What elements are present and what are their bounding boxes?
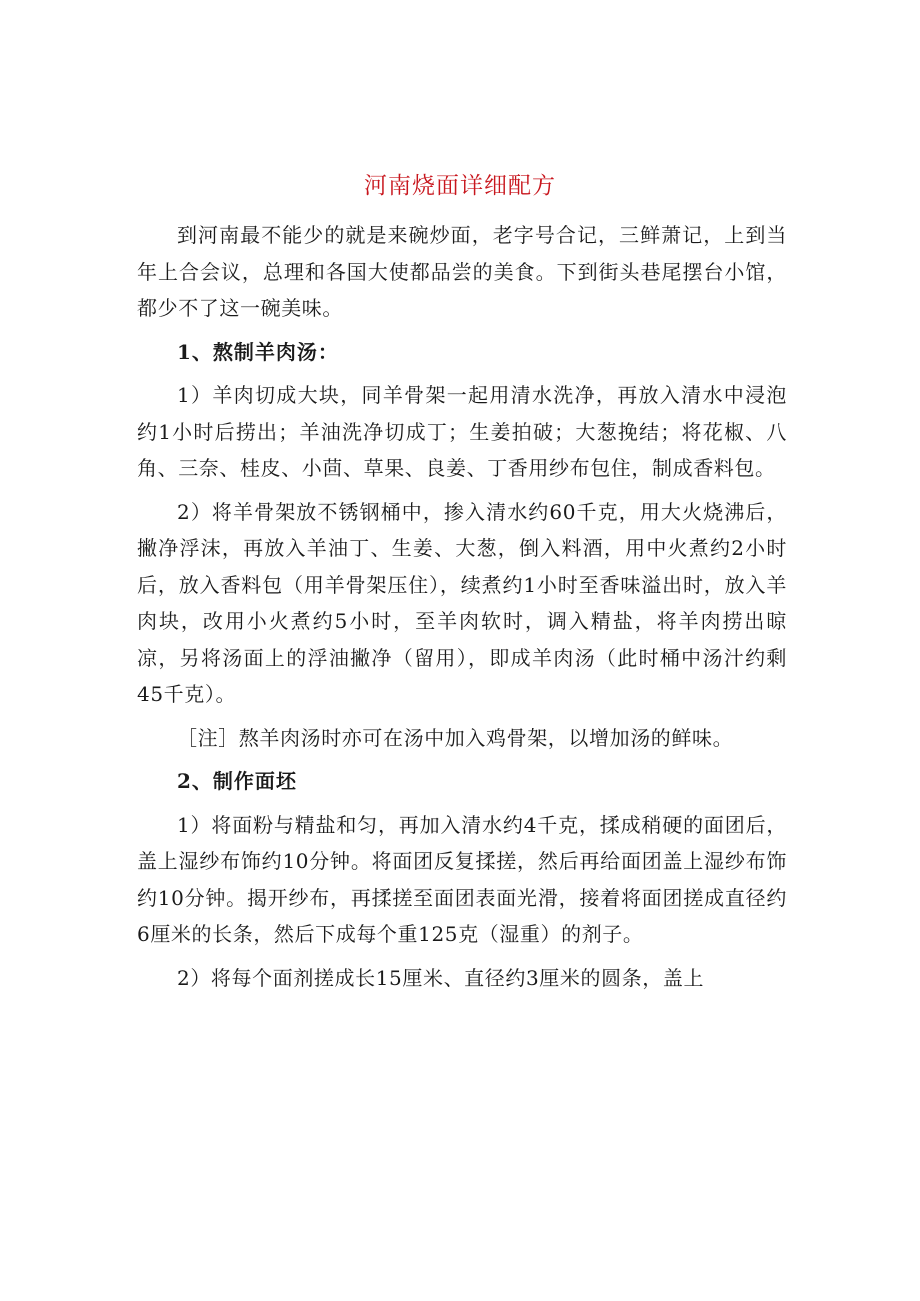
note-paragraph: ［注］熬羊肉汤时亦可在汤中加入鸡骨架，以增加汤的鲜味。 bbox=[177, 725, 734, 750]
section-heading-broth: 1、熬制羊肉汤： bbox=[177, 339, 339, 364]
page-title: 河南烧面详细配方 bbox=[364, 173, 556, 199]
document-body bbox=[137, 217, 787, 996]
step-paragraph: 2）将每个面剂搓成长15厘米、直径约3厘米的圆条，盖上 bbox=[177, 965, 705, 990]
step-paragraph: 2）将羊骨架放不锈钢桶中，掺入清水约60千克，用大火烧沸后，撇净浮沫，再放入羊油丁、生姜、大葱，倒入料酒，用中火煮约2小时后，放入香料包（用羊骨架压住），续煮约1小时至香味溢出时，放入羊肉块，改用小火煮约5小时，至羊肉软时，调入精盐，将羊肉捞出晾凉，另将汤面上的浮油撇净（留用），即成羊肉汤（此时桶中汤汁约剩45千克）。 bbox=[137, 499, 787, 706]
section-heading-dough: 2、制作面坯 bbox=[177, 769, 297, 793]
intro-paragraph: 到河南最不能少的就是来碗炒面，老字号合记，三鲜萧记，上到当年上合会议，总理和各国大使都品尝的美食。下到街头巷尾摆台小馆，都少不了这一碗美味。 bbox=[137, 223, 787, 320]
step-paragraph: 1）将面粉与精盐和匀，再加入清水约4千克，揉成稍硬的面团后，盖上湿纱布饰约10分钟。将面团反复揉搓，然后再给面团盖上湿纱布饰约10分钟。揭开纱布，再揉搓至面团表面光滑，接着将面团搓成直径约6厘米的长条，然后下成每个重125克（湿重）的剂子。 bbox=[137, 812, 787, 946]
step-paragraph: 1）羊肉切成大块，同羊骨架一起用清水洗净，再放入清水中浸泡约1小时后捞出；羊油洗净切成丁；生姜拍破；大葱挽结；将花椒、八角、三奈、桂皮、小茴、草果、良姜、丁香用纱布包住，制成香料包。 bbox=[137, 383, 787, 480]
